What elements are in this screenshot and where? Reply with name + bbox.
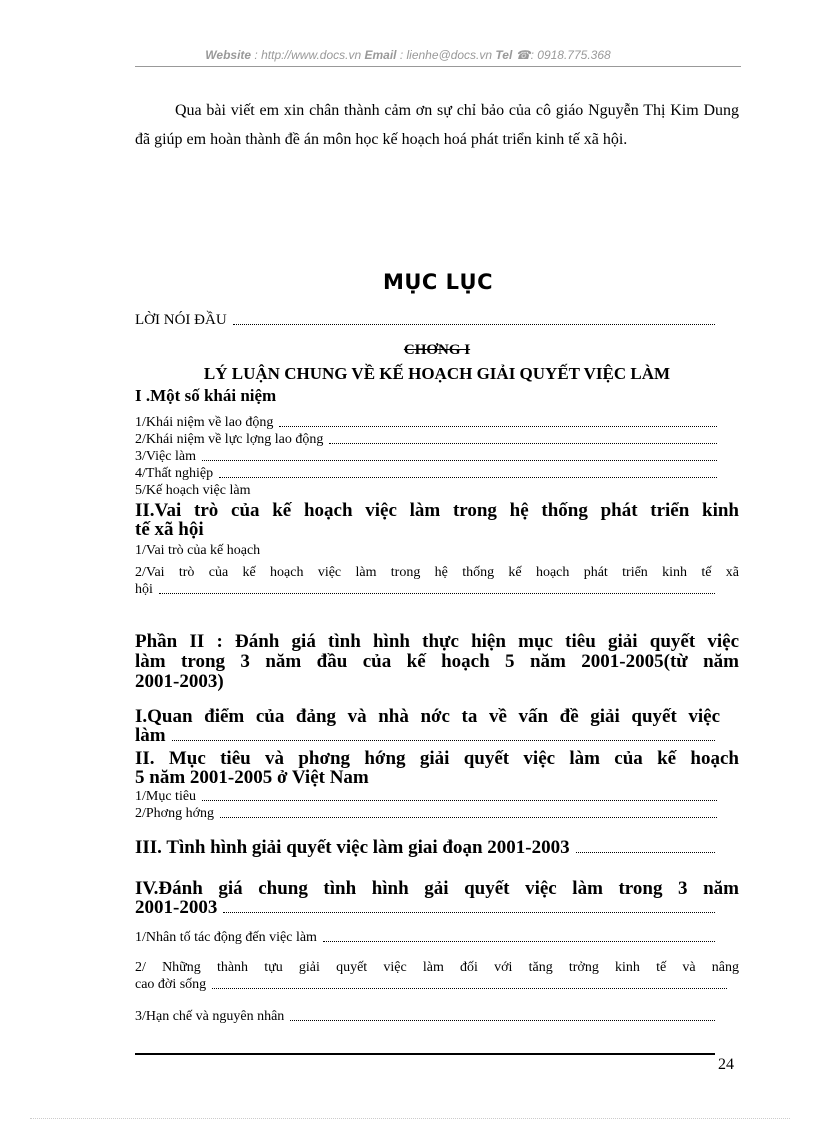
- section-2-heading-line2: tế xã hội: [135, 519, 204, 540]
- p2-section-1-line2[interactable]: làm: [135, 727, 715, 745]
- footer-divider: [135, 1053, 715, 1055]
- toc-item[interactable]: 1/Mục tiêu: [135, 788, 717, 805]
- part-2-heading-line2: làm trong 3 năm đầu của kế hoạch 5 năm 2001-2005(từ năm: [135, 651, 739, 672]
- phone-icon: ☎: [515, 48, 531, 62]
- toc-item[interactable]: 3/Việc làm: [135, 448, 717, 465]
- section-1-heading: I .Một số khái niệm: [135, 386, 277, 405]
- toc-item[interactable]: 1/Nhân tố tác động đến việc làm: [135, 930, 715, 946]
- toc-item[interactable]: 1/Vai trò của kế hoạch: [135, 543, 261, 558]
- website-label: Website: [205, 48, 252, 62]
- section-2-heading-line1: II.Vai trò của kế hoạch việc làm trong hệ thống phát triển kinh: [135, 500, 739, 521]
- tel-label: Tel: [495, 48, 513, 62]
- p2-section-4-line1: IV.Đánh giá chung tình hình gải quyết việc làm trong 3 năm: [135, 878, 739, 899]
- toc-item[interactable]: 1/Khái niệm về lao động: [135, 414, 717, 431]
- email-value[interactable]: : lienhe@docs.vn: [396, 48, 496, 62]
- page-number: 24: [718, 1056, 734, 1073]
- chapter-title: LÝ LUẬN CHUNG VỀ KẾ HOẠCH GIẢI QUYẾT VIỆC LÀM: [203, 364, 671, 383]
- page-bottom-border: [30, 1118, 790, 1119]
- toc-title: MỤC LỤC: [382, 270, 494, 294]
- part-2-heading-line1: Phần II : Đánh giá tình hình thực hiện mục tiêu giải quyết việc: [135, 631, 739, 652]
- p2-section-1-line1: I.Quan điểm của đảng và nhà nớc ta về vấn đề giải quyết việc: [135, 706, 720, 727]
- header-divider: [135, 66, 741, 67]
- chapter-label: CHƠNG I: [403, 342, 471, 358]
- toc-entry-preface[interactable]: LỜI NÓI ĐẦU: [135, 312, 715, 329]
- email-label: Email: [364, 48, 397, 62]
- website-value[interactable]: : http://www.docs.vn: [251, 48, 365, 62]
- p2-section-2-line1: II. Mục tiêu và phơng hớng giải quyết việc làm của kế hoạch: [135, 748, 739, 769]
- p2-section-4-line2[interactable]: 2001-2003: [135, 899, 715, 917]
- toc-item[interactable]: 3/Hạn chế và nguyên nhân: [135, 1009, 715, 1025]
- toc-item[interactable]: 2/Phơng hớng: [135, 805, 717, 822]
- p2-section-2-line2: 5 năm 2001-2005 ở Việt Nam: [135, 767, 369, 788]
- toc-item[interactable]: 4/Thất nghiệp: [135, 465, 717, 482]
- toc-item-line1[interactable]: 2/Vai trò của kế hoạch việc làm trong hệ thống kế hoạch phát triển kinh tế xã: [135, 565, 739, 580]
- toc-item[interactable]: 2/Khái niệm về lực lợng lao động: [135, 431, 717, 448]
- p2-section-3[interactable]: III. Tình hình giải quyết việc làm giai đoạn 2001-2003: [135, 839, 715, 857]
- toc-item[interactable]: 5/Kế hoạch việc làm: [135, 483, 251, 498]
- tel-value: : 0918.775.368: [530, 48, 611, 62]
- acknowledgement-paragraph: Qua bài viết em xin chân thành cảm ơn sự chỉ bảo của cô giáo Nguyễn Thị Kim Dung đã giúp em hoàn thành đề án môn học kế hoạch hoá phát triển kinh tế xã hội.: [135, 102, 739, 148]
- toc-item-line2[interactable]: cao đời sống: [135, 977, 727, 993]
- toc-item-line1[interactable]: 2/ Những thành tựu giải quyết việc làm đối với tăng trởng kinh tế và nâng: [135, 960, 739, 975]
- page-header: [0, 48, 816, 62]
- toc-item-line2[interactable]: hội: [135, 582, 715, 598]
- part-2-heading-line3: 2001-2003): [135, 671, 224, 692]
